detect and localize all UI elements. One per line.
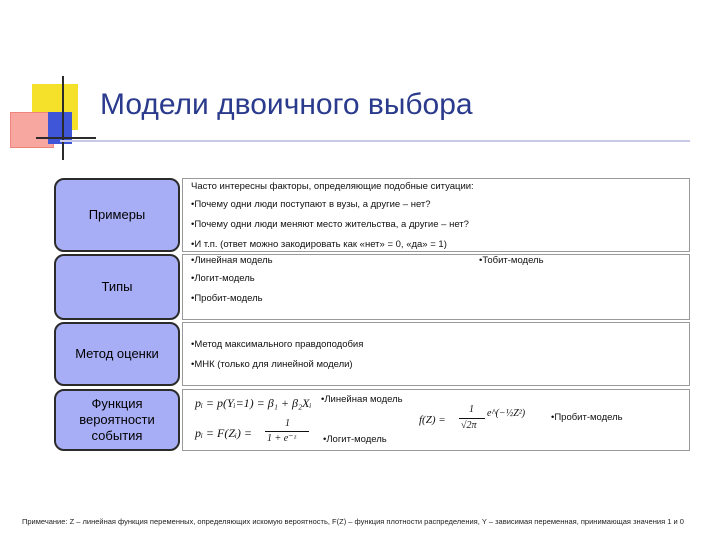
label-types [54, 254, 180, 320]
examples-item: •Почему одни люди поступают в вузы, а другие – нет? [191, 199, 431, 210]
estimation-item: •МНК (только для линейной модели) [191, 359, 353, 370]
formula-probit-exponent: e^(−½Z²) [487, 408, 526, 419]
formula-logit-fraction-bar [265, 431, 309, 432]
label-types-text: Типы [101, 278, 133, 294]
label-estimation-text: Метод оценки [75, 345, 159, 361]
formula-linear: pᵢ = p(Yᵢ=1) = β₁ + β₂Xᵢ [195, 396, 312, 410]
label-estimation [54, 322, 180, 386]
types-tobit: •Тобит-модель [479, 255, 544, 266]
content-probability [182, 389, 690, 451]
page-title: Модели двоичного выбора [100, 88, 473, 121]
formula-probit-left: f(Z) = [419, 414, 446, 426]
content-examples [182, 178, 690, 252]
formula-probit-denominator: √2π [461, 420, 477, 431]
label-examples [54, 178, 180, 252]
label-probability [54, 389, 180, 451]
types-item: •Линейная модель [191, 255, 273, 266]
content-estimation [182, 322, 690, 386]
label-examples-text: Примеры [88, 206, 146, 222]
formula-probit-fraction-bar [459, 418, 485, 419]
probability-logit-label: •Логит-модель [323, 434, 387, 445]
title-divider [60, 140, 690, 142]
examples-item: •И т.п. (ответ можно закодировать как «нет» = 0, «да» = 1) [191, 239, 447, 250]
formula-logit-denominator: 1 + e⁻ᶻ [267, 433, 296, 444]
examples-item: •Почему одни люди меняют место жительства, а другие – нет? [191, 219, 469, 230]
types-item: •Логит-модель [191, 273, 255, 284]
label-probability-text: Функция вероятности события [79, 395, 155, 444]
types-item: •Пробит-модель [191, 293, 263, 304]
estimation-item: •Метод максимального правдоподобия [191, 339, 364, 350]
probability-linear-label: •Линейная модель [321, 394, 403, 405]
footnote: Примечание: Z – линейная функция переменных, определяющих искомую вероятность, F(Z) – функция плотности распределения, Y – зависимая переменная, принимающая значения 1 и 0 [22, 517, 684, 526]
decor-vertical-line [62, 76, 64, 160]
decor-horizontal-line [36, 137, 96, 139]
formula-logit-numerator: 1 [285, 418, 290, 429]
content-types [182, 254, 690, 320]
probability-probit-label: •Пробит-модель [551, 412, 623, 423]
formula-logit-left: pᵢ = F(Zᵢ) = [195, 426, 252, 440]
formula-probit-numerator: 1 [469, 404, 474, 415]
examples-intro: Часто интересны факторы, определяющие подобные ситуации: [191, 181, 474, 192]
